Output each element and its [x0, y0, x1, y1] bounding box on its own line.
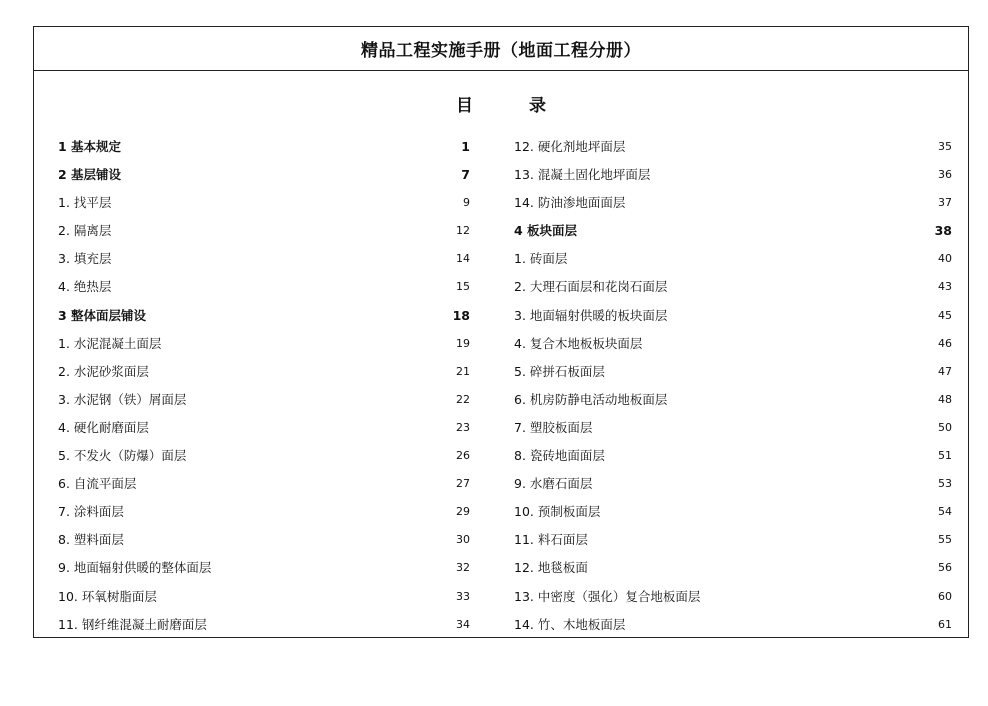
document-title: 精品工程实施手册（地面工程分册）	[34, 27, 968, 71]
toc-entry-row[interactable]	[58, 470, 470, 498]
toc-page-number: 19	[456, 336, 470, 350]
toc-entry-label: 1. 找平层	[58, 195, 112, 211]
toc-page-number: 33	[456, 589, 470, 603]
toc-page-number: 48	[938, 392, 952, 406]
toc-page-number: 21	[456, 364, 470, 378]
toc-page-number: 22	[456, 392, 470, 406]
toc-entry-row[interactable]	[58, 554, 470, 582]
toc-page-number: 61	[938, 617, 952, 631]
toc-chapter-row[interactable]	[514, 217, 952, 245]
toc-entry-row[interactable]	[58, 583, 470, 611]
toc-page-number: 60	[938, 589, 952, 603]
toc-entry-label: 10. 环氧树脂面层	[58, 588, 157, 604]
toc-entry-row[interactable]	[514, 554, 952, 582]
toc-entry-row[interactable]	[58, 526, 470, 554]
toc-entry-label: 3. 水泥钢（铁）屑面层	[58, 391, 187, 407]
toc-page-number: 37	[938, 196, 952, 210]
toc-entry-label: 3. 填充层	[58, 251, 112, 267]
toc-page-number: 54	[938, 505, 952, 519]
toc-entry-label: 1. 水泥混凝土面层	[58, 335, 162, 351]
toc-entry-label: 4. 硬化耐磨面层	[58, 419, 149, 435]
toc-entry-label: 8. 瓷砖地面面层	[514, 448, 605, 464]
toc-entry-row[interactable]	[514, 358, 952, 386]
toc-page-number: 34	[456, 617, 470, 631]
toc-entry-row[interactable]	[58, 358, 470, 386]
toc-page-number: 12	[456, 224, 470, 238]
toc-entry-label: 2. 隔离层	[58, 223, 112, 239]
toc-page-number: 50	[938, 420, 952, 434]
toc-entry-row[interactable]	[58, 442, 470, 470]
toc-entry-label: 9. 水磨石面层	[514, 476, 593, 492]
toc-entry-row[interactable]	[514, 161, 952, 189]
toc-page-number: 1	[461, 139, 470, 154]
toc-entry-label: 12. 地毯板面	[514, 560, 588, 576]
toc-entry-label: 4. 绝热层	[58, 279, 112, 295]
toc-entry-label: 2 基层铺设	[58, 167, 122, 183]
toc-column-left	[58, 133, 470, 639]
toc-entry-label: 9. 地面辐射供暖的整体面层	[58, 560, 212, 576]
toc-page-number: 32	[456, 561, 470, 575]
toc-entry-label: 12. 硬化剂地坪面层	[514, 139, 626, 154]
toc-page-number: 55	[938, 533, 952, 547]
toc-entry-row[interactable]	[58, 217, 470, 245]
toc-page-number: 51	[938, 449, 952, 463]
toc-page-number: 27	[456, 477, 470, 491]
toc-entry-row[interactable]	[514, 302, 952, 330]
toc-entry-label: 4. 复合木地板板块面层	[514, 335, 643, 351]
toc-entry-label: 1. 砖面层	[514, 251, 568, 267]
toc-entry-row[interactable]	[514, 330, 952, 358]
toc-entry-label: 6. 机房防静电活动地板面层	[514, 391, 668, 407]
toc-page-number: 15	[456, 280, 470, 294]
toc-entry-label: 5. 不发火（防爆）面层	[58, 448, 187, 464]
toc-entry-label: 7. 涂料面层	[58, 504, 124, 520]
toc-page-number: 53	[938, 477, 952, 491]
toc-entry-row[interactable]	[514, 611, 952, 639]
toc-entry-row[interactable]	[58, 245, 470, 273]
toc-entry-label: 10. 预制板面层	[514, 504, 601, 520]
toc-entry-label: 8. 塑料面层	[58, 532, 124, 548]
toc-page-number: 26	[456, 449, 470, 463]
toc-page-number: 38	[934, 223, 952, 239]
toc-entry-row[interactable]	[58, 189, 470, 217]
toc-entry-label: 4 板块面层	[514, 223, 578, 239]
toc-entry-row[interactable]	[58, 273, 470, 301]
toc-entry-label: 14. 防油渗地面面层	[514, 195, 626, 211]
toc-page-number: 47	[938, 364, 952, 378]
toc-page-number: 18	[452, 307, 470, 323]
toc-heading	[34, 91, 968, 116]
toc-entry-label: 13. 中密度（强化）复合地板面层	[514, 588, 701, 604]
toc-entry-label: 11. 料石面层	[514, 532, 588, 548]
toc-chapter-row[interactable]	[58, 161, 470, 189]
document-frame	[33, 26, 969, 638]
toc-entry-row[interactable]	[514, 526, 952, 554]
toc-entry-label: 3. 地面辐射供暖的板块面层	[514, 307, 668, 323]
toc-heading-char-1: 目	[456, 96, 473, 116]
toc-entry-row[interactable]	[58, 330, 470, 358]
toc-page-number: 43	[938, 280, 952, 294]
toc-entry-label: 14. 竹、木地板面层	[514, 616, 626, 632]
toc-entry-label: 7. 塑胶板面层	[514, 419, 593, 435]
toc-page-number: 45	[938, 308, 952, 322]
toc-entry-label: 2. 大理石面层和花岗石面层	[514, 279, 668, 295]
toc-entry-row[interactable]	[58, 386, 470, 414]
toc-page-number: 29	[456, 505, 470, 519]
toc-entry-label: 13. 混凝土固化地坪面层	[514, 167, 651, 183]
toc-chapter-row[interactable]	[58, 133, 470, 161]
toc-entry-row[interactable]	[514, 583, 952, 611]
toc-page-number: 23	[456, 420, 470, 434]
toc-entry-row[interactable]	[514, 470, 952, 498]
toc-entry-row[interactable]	[514, 442, 952, 470]
toc-page-number: 40	[938, 252, 952, 266]
toc-heading-char-2: 录	[529, 96, 546, 116]
toc-page-number: 56	[938, 561, 952, 575]
toc-entry-row[interactable]	[514, 414, 952, 442]
toc-page-number: 14	[456, 252, 470, 266]
toc-entry-row[interactable]	[514, 133, 952, 161]
toc-entry-row[interactable]	[514, 386, 952, 414]
toc-entry-row[interactable]	[58, 611, 470, 639]
toc-page-number: 30	[456, 533, 470, 547]
toc-entry-label: 3 整体面层铺设	[58, 307, 147, 323]
toc-entry-label: 2. 水泥砂浆面层	[58, 363, 149, 379]
toc-entry-label: 1 基本规定	[58, 139, 122, 154]
toc-chapter-row[interactable]	[58, 302, 470, 330]
toc-entry-row[interactable]	[514, 189, 952, 217]
toc-entry-label: 6. 自流平面层	[58, 476, 137, 492]
toc-page-number: 46	[938, 336, 952, 350]
toc-entry-row[interactable]	[58, 498, 470, 526]
toc-entry-row[interactable]	[514, 273, 952, 301]
toc-entry-label: 11. 钢纤维混凝土耐磨面层	[58, 616, 207, 632]
toc-entry-row[interactable]	[514, 245, 952, 273]
toc-page-number: 35	[938, 140, 952, 153]
toc-page-number: 36	[938, 168, 952, 182]
toc-page-number: 9	[463, 196, 470, 210]
toc-entry-row[interactable]	[58, 414, 470, 442]
toc-page-number: 7	[461, 167, 470, 183]
toc-entry-row[interactable]	[514, 498, 952, 526]
toc-entry-label: 5. 碎拼石板面层	[514, 363, 605, 379]
toc-column-right	[514, 133, 952, 639]
